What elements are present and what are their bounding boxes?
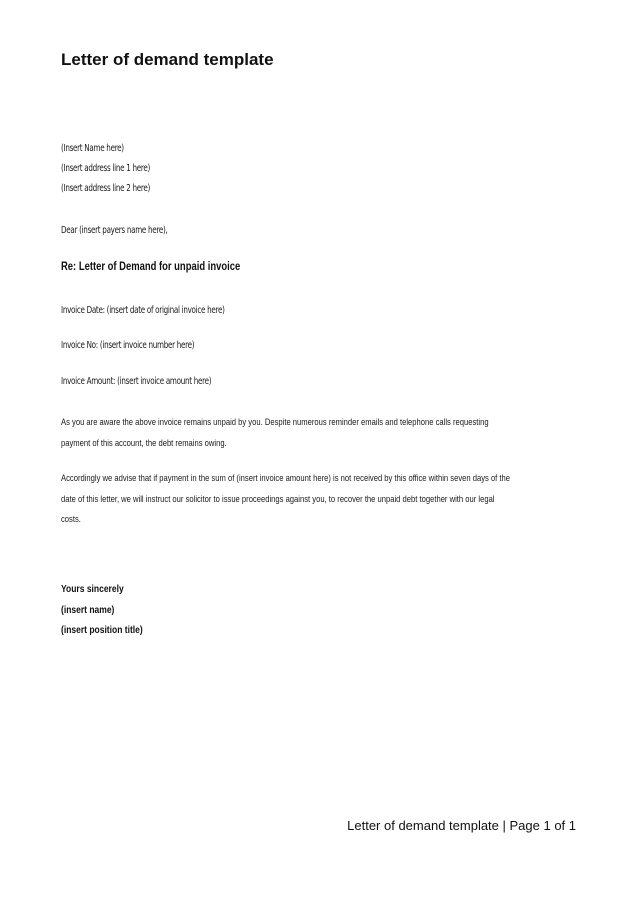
paragraph-legal-warning [61,468,636,530]
valediction: Yours sincerely [61,584,124,595]
salutation [61,224,185,238]
invoice-amount-text: Invoice Amount: (insert invoice amount here) [61,376,212,387]
paragraph-line: payment of this account, the debt remains owing. [61,437,227,448]
signatory-position: (insert position title) [61,625,143,636]
paragraph-line: Accordingly we advise that if payment in the sum of (insert invoice amount here) is not received by this office within seven days of the [61,473,511,483]
subject-text: Re: Letter of Demand for unpaid invoice [61,261,241,273]
invoice-amount [61,375,236,389]
recipient-name [61,142,134,156]
recipient-address-line-1-text: (Insert address line 1 here) [61,163,150,174]
signatory-name: (insert name) [61,604,115,616]
paragraph-unpaid-notice [61,412,636,453]
recipient-address-line-1 [61,162,164,176]
recipient-name-text: (Insert Name here) [61,143,124,154]
document-title: Letter of demand template [61,50,274,69]
page-footer: Letter of demand template | Page 1 of 1 [347,818,576,833]
salutation-text: Dear (insert payers name here), [61,225,168,236]
paragraph-line: date of this letter, we will instruct our solicitor to issue proceedings against you, to recover the unpaid debt together with our legal [61,493,495,504]
invoice-number-text: Invoice No: (insert invoice number here) [61,340,195,351]
recipient-address-line-2 [61,182,164,196]
closing-block [61,580,157,642]
paragraph-line: As you are aware the above invoice remains unpaid by you. Despite numerous reminder emails and telephone calls requesting [61,417,489,427]
invoice-date-text: Invoice Date: (insert date of original invoice here) [61,305,225,316]
invoice-date [61,304,251,318]
invoice-number [61,339,216,353]
paragraph-line: costs. [61,514,81,524]
recipient-address-line-2-text: (Insert address line 2 here) [61,183,150,194]
subject-line [61,260,280,275]
